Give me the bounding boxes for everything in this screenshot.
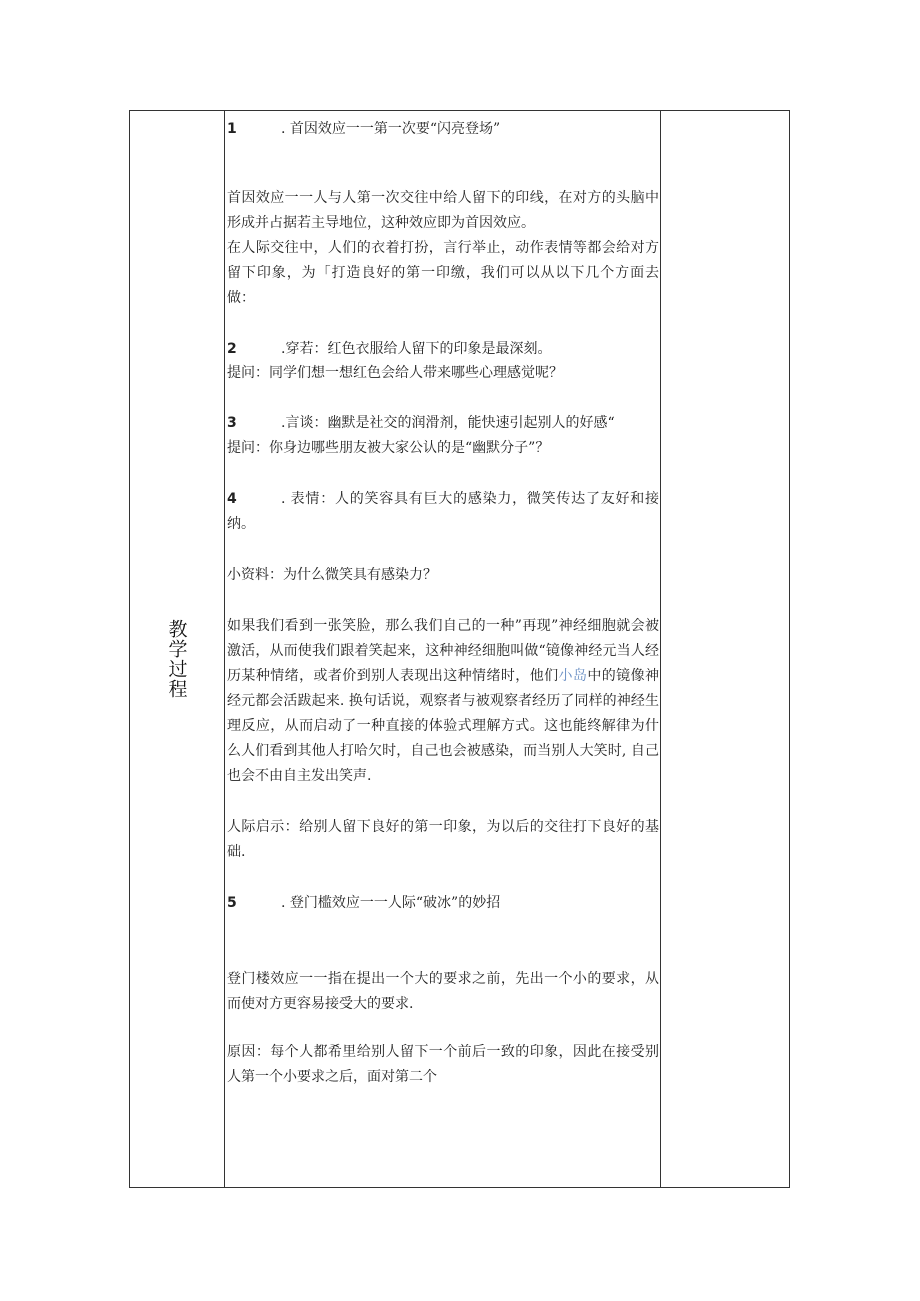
section-1-heading: [227, 117, 659, 142]
section-2-number: 2: [227, 341, 237, 357]
section-2-title: .穿若：红色衣服给人留下的印象是最深刻。: [281, 341, 552, 357]
section-4-number: 4: [227, 491, 237, 507]
column-divider-left: [224, 111, 225, 1187]
section-1-title: . 首因效应一一第一次要“闪亮登场”: [281, 121, 501, 137]
section-5-title: . 登门槛效应一一人际“破冰”的妙招: [281, 895, 501, 911]
section-label: 教学过程: [165, 619, 188, 699]
lesson-table: [129, 110, 790, 1188]
info-title: 小资料：为什么微笑具有感染力？: [227, 567, 437, 583]
section-1-number: 1: [227, 121, 237, 137]
section-4-title: . 表情：人的笑容具有巨大的感染力，微笑传达了友好和接纳。: [227, 491, 659, 532]
insight-paragraph: 人际启示：给别人留下良好的第一印象，为以后的交往打下良好的基础.: [227, 819, 659, 860]
section-2-question: 提问：同学们想一想红色会给人带来哪些心理感觉呢？: [227, 365, 563, 381]
section-3-number: 3: [227, 415, 237, 431]
section-3-title: .言谈：幽默是社交的润滑剂，能快速引起别人的好感“: [281, 415, 615, 431]
section-5-paragraph-2: 原因：每个人都希里给别人留下一个前后一致的印象，因此在接受别人第一个小要求之后，面对第二个: [227, 1044, 659, 1085]
info-text-highlight: 小岛: [558, 668, 588, 684]
section-5-heading: [227, 891, 659, 916]
section-3-heading: [227, 411, 659, 436]
info-text-b: 中的镜像神经元都会活跋起来. 换句话说，观察者与被观察者经历了同样的神经生理反应，从而启动了一种直接的体验式理解方式。这也能终解律为什么人们看到其他人打哈欠时，自己也会被感染，而当别人大笑时, 自己也会不由自主发出笑声.: [227, 668, 660, 784]
column-divider-right: [660, 111, 661, 1187]
section-5-number: 5: [227, 895, 237, 911]
info-text-a: 如果我们看到一张笑脸，那么我们自己的一种”再现”神经细胞就会被激活，从而使我们跟着笑起来，这种神经细胞叫做“镜像神经元当人经历某种情绪，或者价到别人表现出这种情绪时，他们: [227, 618, 659, 684]
section-4-heading: [227, 487, 659, 537]
section-5-paragraph-1: 登门楼效应一一指在提出一个大的要求之前，先出一个小的要求，从而使对方更容易接受大的要求.: [227, 971, 659, 1012]
section-1-paragraph-1: 首因效应一一人与人第一次交往中给人留下的印线，在对方的头脑中形成并占据若主导地位，这种效应即为首因效应。: [227, 190, 659, 231]
label-column: [130, 111, 224, 1187]
section-1-paragraph-2: 在人际交往中，人们的衣着打扮，言行举止，动作表情等都会给对方留下印象，为「打造良好的第一印缴，我们可以从以下几个方面去做：: [227, 240, 659, 306]
info-paragraph: [227, 614, 659, 789]
section-3-question: 提问：你身边哪些朋友被大家公认的是“幽默分子”？: [227, 440, 550, 456]
section-2-heading: [227, 337, 659, 362]
